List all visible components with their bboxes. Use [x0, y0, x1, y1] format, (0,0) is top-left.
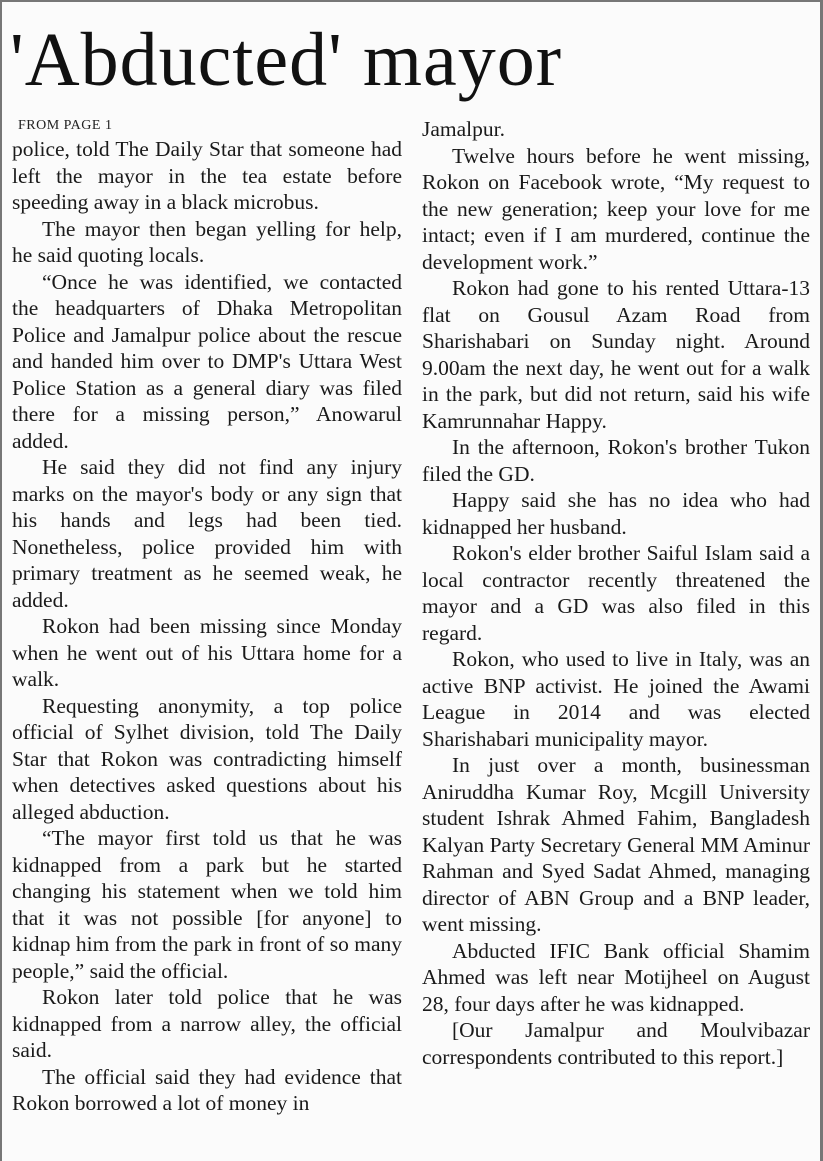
- clipping-border-left: [0, 0, 2, 1161]
- paragraph: “The mayor first told us that he was kidnapped from a park but he started changing his statement when we told him that it was not possible [for anyone] to kidnap him from the park in front of so many people,” said the official.: [12, 826, 402, 983]
- paragraph: Requesting anonymity, a top police official of Sylhet division, told The Daily Star that Rokon was contradicting himself when detectives asked questions about his alleged abduction.: [12, 693, 402, 824]
- paragraph: Rokon's elder brother Saiful Islam said a local contractor recently threatened the mayor and a GD was also filed in this regard.: [422, 541, 810, 645]
- headline: 'Abducted' mayor: [10, 18, 563, 102]
- right-column: [422, 116, 810, 1070]
- paragraph: Rokon had gone to his rented Uttara-13 flat on Gousul Azam Road from Sharishabari on Sunday night. Around 9.00am the next day, he went out for a walk in the park, but did not return, said his wife Kamrunnahar Happy.: [422, 276, 810, 433]
- paragraph: Abducted IFIC Bank official Shamim Ahmed was left near Motijheel on August 28, four days after he was kidnapped.: [422, 938, 810, 1016]
- paragraph: police, told The Daily Star that someone had left the mayor in the tea estate before speeding away in a black microbus.: [12, 137, 402, 214]
- paragraph: In the afternoon, Rokon's brother Tukon filed the GD.: [422, 435, 810, 486]
- paragraph: Happy said she has no idea who had kidnapped her husband.: [422, 488, 810, 539]
- left-column: [12, 116, 402, 1117]
- paragraph: Jamalpur.: [422, 117, 505, 141]
- paragraph: Rokon had been missing since Monday when he went out of his Uttara home for a walk.: [12, 614, 402, 691]
- paragraph: Rokon, who used to live in Italy, was an active BNP activist. He joined the Awami League in 2014 and was elected Sharishabari municipality mayor.: [422, 647, 810, 751]
- paragraph: The mayor then began yelling for help, he said quoting locals.: [12, 216, 402, 267]
- paragraph: [Our Jamalpur and Moulvibazar correspondents contributed to this report.]: [422, 1018, 810, 1069]
- clipping-border-top: [0, 0, 823, 2]
- paragraph: “Once he was identified, we contacted the headquarters of Dhaka Metropolitan Police and Jamalpur police about the rescue and handed him over to DMP's Uttara West Police Station as a general diary was filed there for a missing person,” Anowarul added.: [12, 269, 402, 453]
- paragraph: He said they did not find any injury marks on the mayor's body or any sign that his hands and legs had been tied. Nonetheless, police provided him with primary treatment as he seemed weak, he added.: [12, 455, 402, 612]
- paragraph: In just over a month, businessman Aniruddha Kumar Roy, Mcgill University student Ishrak Ahmed Fahim, Bangladesh Kalyan Party Secretary General MM Aminur Rahman and Syed Sadat Ahmed, managing director of ABN Group and a BNP leader, went missing.: [422, 753, 810, 936]
- paragraph: Rokon later told police that he was kidnapped from a narrow alley, the official said.: [12, 985, 402, 1062]
- paragraph: The official said they had evidence that Rokon borrowed a lot of money in: [12, 1064, 402, 1115]
- paragraph: Twelve hours before he went missing, Rokon on Facebook wrote, “My request to the new generation; keep your love for me intact; even if I am murdered, continue the development work.”: [422, 143, 810, 274]
- kicker-from-page: FROM PAGE 1: [18, 118, 113, 133]
